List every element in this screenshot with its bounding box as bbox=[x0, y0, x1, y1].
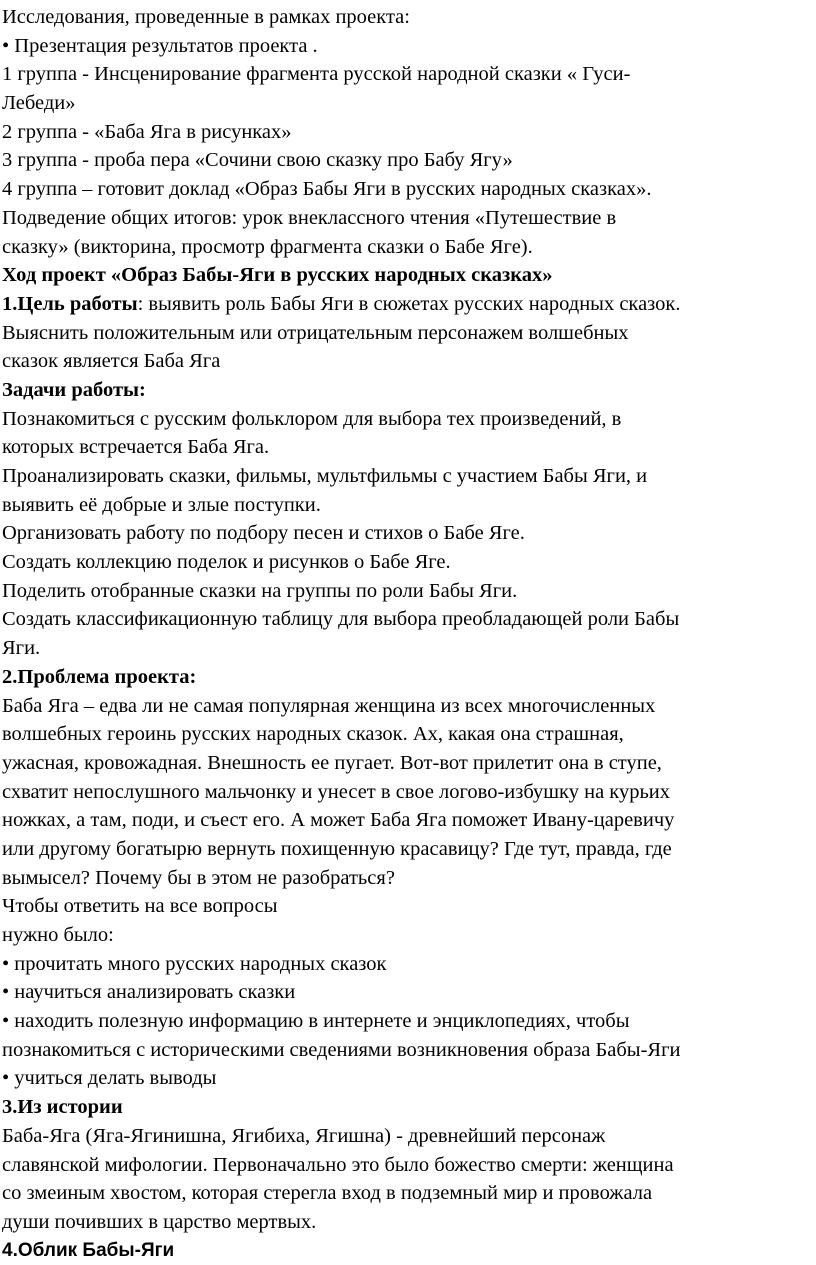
problem-heading: 2.Проблема проекта: bbox=[2, 665, 197, 688]
project-heading: Ход проект «Образ Бабы-Яги в русских народных сказках» bbox=[2, 264, 553, 287]
text-line: 4 группа – готовит доклад «Образ Бабы Яги в русских народных сказках». bbox=[2, 178, 652, 201]
text-line: • прочитать много русских народных сказок bbox=[2, 952, 387, 975]
text-line: Баба Яга – едва ли не самая популярная женщина из всех многочисленных bbox=[2, 694, 656, 717]
text-line: Лебеди» bbox=[2, 92, 76, 115]
goal-text: : выявить роль Бабы Яги в сюжетах русских народных сказок. bbox=[137, 292, 681, 315]
text-line: Организовать работу по подбору песен и стихов о Бабе Яге. bbox=[2, 522, 525, 545]
text-line: которых встречается Баба Яга. bbox=[2, 436, 270, 459]
text-line: Познакомиться с русским фольклором для выбора тех произведений, в bbox=[2, 407, 622, 430]
text-line: со змеиным хвостом, которая стерегла вход в подземный мир и провожала bbox=[2, 1182, 653, 1205]
text-line: схватит непослушного мальчонку и унесет в свое логово-избушку на курьих bbox=[2, 780, 671, 803]
text-line: Поделить отобранные сказки на группы по роли Бабы Яги. bbox=[2, 579, 518, 602]
text-line: • Презентация результатов проекта . bbox=[2, 34, 318, 57]
tasks-heading: Задачи работы: bbox=[2, 378, 146, 401]
text-line: 2 группа - «Баба Яга в рисунках» bbox=[2, 120, 292, 143]
text-line: волшебных героинь русских народных сказок. Ах, какая она страшная, bbox=[2, 723, 624, 746]
text-line: Исследования, проведенные в рамках проекта: bbox=[2, 6, 410, 28]
text-line: Яги. bbox=[2, 637, 41, 660]
text-line: познакомиться с историческими сведениями возникновения образа Бабы-Яги bbox=[2, 1038, 681, 1061]
text-line: • учиться делать выводы bbox=[2, 1067, 217, 1090]
text-line: Проанализировать сказки, фильмы, мультфильмы с участием Бабы Яги, и bbox=[2, 465, 648, 487]
text-line: Чтобы ответить на все вопросы bbox=[2, 895, 278, 918]
goal-label: 1.Цель работы bbox=[2, 292, 138, 315]
text-line: 3 группа - проба пера «Сочини свою сказку про Бабу Ягу» bbox=[2, 149, 513, 172]
text-line: вымысел? Почему бы в этом не разобраться? bbox=[2, 866, 395, 889]
appearance-heading: 4.Облик Бабы-Яги bbox=[2, 1239, 175, 1261]
text-line: Создать классификационную таблицу для выбора преобладающей роли Бабы bbox=[2, 608, 680, 631]
text-line: или другому богатырю вернуть похищенную красавицу? Где тут, правда, где bbox=[2, 837, 672, 860]
text-line: ужасная, кровожадная. Внешность ее пугает. Вот-вот прилетит она в ступе, bbox=[2, 751, 662, 774]
text-line: сказок является Баба Яга bbox=[2, 350, 221, 373]
text-line: нужно было: bbox=[2, 924, 114, 946]
history-heading: 3.Из истории bbox=[2, 1096, 123, 1119]
text-line: сказку» (викторина, просмотр фрагмента сказки о Бабе Яге). bbox=[2, 235, 533, 258]
text-line: Выяснить положительным или отрицательным персонажем волшебных bbox=[2, 321, 629, 344]
text-line: души почивших в царство мертвых. bbox=[2, 1210, 317, 1233]
text-line: • научиться анализировать сказки bbox=[2, 981, 296, 1004]
text-line: ножках, а там, поди, и съест его. А может Баба Яга поможет Ивану-царевичу bbox=[2, 809, 675, 832]
goal-line bbox=[2, 290, 816, 319]
text-line: • находить полезную информацию в интернете и энциклопедиях, чтобы bbox=[2, 1010, 630, 1033]
text-line: Подведение общих итогов: урок внеклассного чтения «Путешествие в bbox=[2, 206, 617, 229]
text-line: 1 группа - Инсценирование фрагмента русской народной сказки « Гуси- bbox=[2, 63, 631, 86]
text-line: Баба-Яга (Яга-Ягинишна, Ягибиха, Ягишна) - древнейший персонаж bbox=[2, 1124, 606, 1147]
text-line: славянской мифологии. Первоначально это было божество смерти: женщина bbox=[2, 1153, 674, 1176]
text-line: Создать коллекцию поделок и рисунков о Бабе Яге. bbox=[2, 551, 451, 574]
text-line: выявить её добрые и злые поступки. bbox=[2, 493, 321, 516]
